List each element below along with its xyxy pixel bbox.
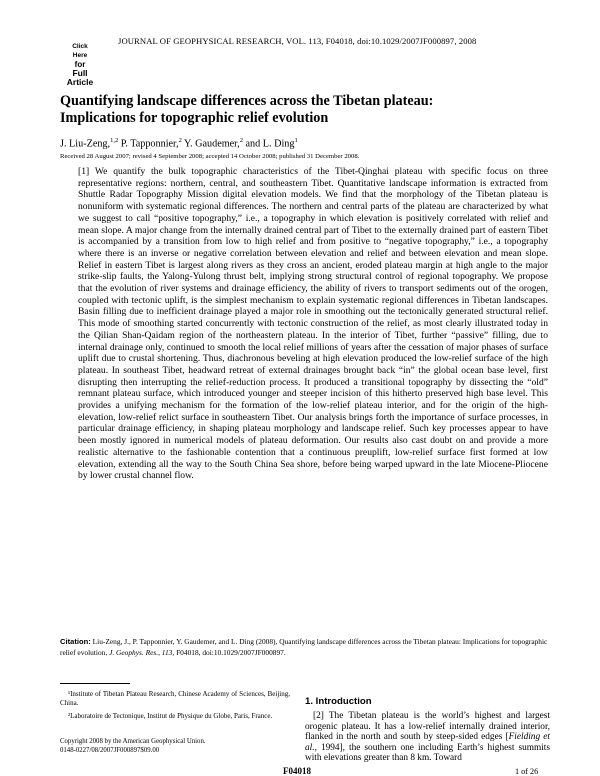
- author-name: J. Liu-Zeng,: [60, 138, 111, 150]
- received-dates: Received 28 August 2007; revised 4 September 2008; accepted 14 October 2008; published 31 December 2008.: [60, 153, 360, 160]
- affiliation-footnotes: [60, 690, 290, 724]
- citation-label: Citation:: [60, 637, 91, 646]
- copyright-line: Copyright 2008 by the American Geophysical Union.: [60, 738, 206, 745]
- introduction-paragraph: [305, 711, 550, 764]
- citation-text: Liu-Zeng, J., P. Tapponnier, Y. Gaudemer, and L. Ding (2008), Quantifying landscape differences across the Tibetan plateau: Implications for topographic relief evolution,: [60, 637, 548, 657]
- abstract-text: We quantify the bulk topographic characteristics of the Tibet-Qinghai plateau with specific focus on three representative regions: northern, central, and southeastern Tibet. Quantitative landscape information is extracted from Shuttle Radar Topography Mission digital elevation models. We find that the morphology of the Tibetan plateau is nonuniform with systematic regional differences. The northern and central parts of the plateau are characterized by what we suggest to call “positive topography,” i.e., a topography in which elevation is positively correlated with relief and mean slope. A major change from the internally drained central part of Tibet to the externally drained part of eastern Tibet is accompanied by a transition from low to high relief and from positive to “negative topography,” i.e., a topography where there is an inverse or negative correlation between elevation and relief and between elevation and mean slope. Relief in eastern Tibet is largest along rivers as they cross an ancient, eroded plateau margin at high angle to the major strike-slip faults, the Yalong-Yulong thrust belt, implying strong structural control of regional topography. We propose that the evolution of river systems and drainage efficiency, the ability of rivers to transport sediments out of the orogen, coupled with tectonic uplift, is the simplest mechanism to explain systematic regional differences in Tibetan landscapes. Basin filling due to inefficient drainage played a major role in smoothing out the tectonically generated structural relief. This mode of smoothing started concurrently with tectonic construction of the relief, as most clearly illustrated today in the Qilian Shan-Qaidam region of the northeastern plateau. In the interior of Tibet, further “passive” filling, due to internal drainage only, continued to smooth the local relief millions of years after the cessation of major phases of surface uplift due to crustal shortening. Thus, diachronous beveling at high elevation produced the low-relief surface of the high plateau. In southeast Tibet, headward retreat of external drainages brought back “in” the global ocean base level, first disrupting then interrupting the relief-reduction process. It produced a transitional topography by dissecting the “old” remnant plateau surface, which introduced younger and steeper incision of this hitherto preserved high base level. This provides a unifying mechanism for the formation of the low-relief plateau interior, and for the origin of the high-elevation, low-relief relict surface in southeastern Tibet. Our analysis brings forth the importance of surface processes, in particular drainage efficiency, in shaping plateau morphology and landscape relief. Such key processes appear to have been mostly ignored in numerical models of plateau deformation. Our results also cast doubt on and provide a more realistic alternative to the fashionable contention that a continuous preuplift, low-relief surface first formed at low elevation, extending all the way to the South China Sea shore, before being warped upward in the late Miocene-Pliocene by lower crustal channel flow.: [78, 166, 548, 482]
- journal-running-header: JOURNAL OF GEOPHYSICAL RESEARCH, VOL. 113, F04018, doi:10.1029/2007JF000897, 2008: [118, 36, 477, 46]
- author-affiliation-mark: 1: [294, 137, 298, 144]
- author-name: P. Tapponnier,: [118, 138, 179, 150]
- badge-click: Click: [72, 43, 88, 50]
- footnote-affiliation-2: ²Laboratoire de Tectonique, Institut de Physique du Globe, Paris, France.: [68, 711, 273, 720]
- intro-paragraph-number: [2]: [313, 711, 324, 721]
- abstract-paragraph-number: [1]: [78, 166, 90, 177]
- footnote-affiliation-1: ¹Institute of Tibetan Plateau Research, Chinese Academy of Sciences, Beijing, China.: [60, 690, 290, 707]
- article-id-footer: F04018: [283, 766, 311, 776]
- author-affiliation-mark: 2: [239, 137, 243, 144]
- copyright-notice: [60, 738, 290, 755]
- badge-full: Full: [72, 68, 88, 78]
- intro-text: The Tibetan plateau is the world’s highest and largest orogenic plateau. It has a low-relief internally drained interior, flanked in the north and south by steep-sided edges [: [305, 711, 550, 743]
- badge-here: Here: [72, 52, 88, 59]
- reference-link-fielding[interactable]: Fielding et al.: [305, 732, 550, 753]
- badge-article: Article: [66, 77, 94, 87]
- section-heading-introduction: 1. Introduction: [305, 696, 372, 707]
- badge-for: for: [74, 60, 86, 69]
- article-title: Quantifying landscape differences across the Tibetan plateau: Implications for topographic relief evolution: [60, 93, 434, 126]
- abstract: [78, 166, 548, 482]
- author-name: Y. Gaudemer,: [181, 138, 240, 150]
- author-list: [60, 137, 298, 149]
- author-affiliation-mark: 2: [178, 137, 182, 144]
- author-name: and L. Ding: [242, 138, 295, 150]
- issn-line: 0148-0227/08/2007JF000897$09.00: [60, 746, 160, 754]
- footnote-divider: [60, 683, 130, 684]
- citation-block: [60, 637, 550, 658]
- author-affiliation-mark: 1,2: [110, 137, 119, 144]
- intro-text-continued: , 1994], the southern one including Earth’s highest summits with elevations greater than 8 km. Toward: [305, 742, 550, 764]
- citation-journal-link[interactable]: J. Geophys. Res., 113,: [109, 647, 175, 657]
- full-article-link[interactable]: [66, 42, 94, 87]
- page-number: 1 of 26: [515, 767, 539, 776]
- citation-doi: F04018, doi:10.1029/2007JF000897.: [176, 647, 286, 657]
